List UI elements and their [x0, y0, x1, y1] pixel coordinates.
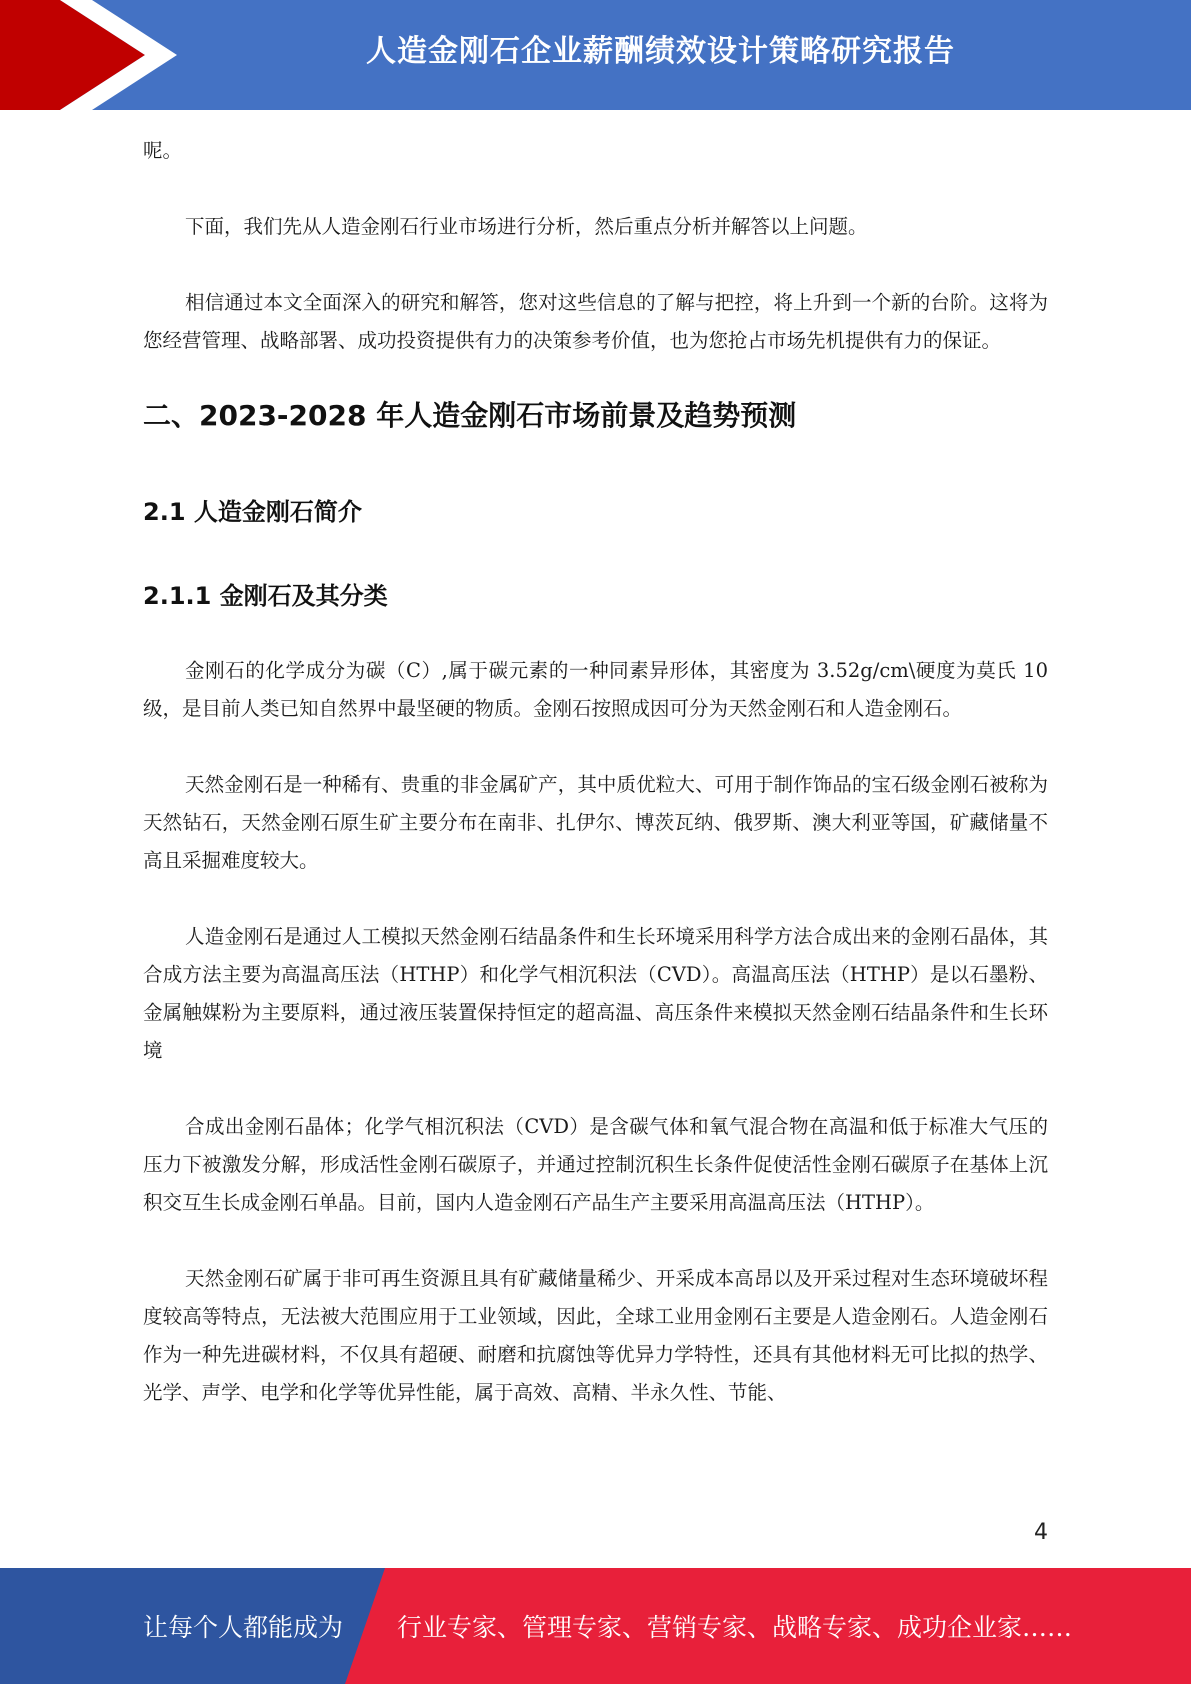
page-number: 4 — [1034, 1520, 1048, 1545]
page-body — [143, 132, 1048, 1450]
page-header — [0, 0, 1191, 110]
paragraph: 天然金刚石矿属于非可再生资源且具有矿藏储量稀少、开采成本高昂以及开采过程对生态环境破坏程度较高等特点，无法被大范围应用于工业领域，因此，全球工业用金刚石主要是人造金刚石。人造金刚石作为一种先进碳材料，不仅具有超硬、耐磨和抗腐蚀等优异力学特性，还具有其他材料无可比拟的热学、光学、声学、电学和化学等优异性能，属于高效、高精、半永久性、节能、 — [143, 1267, 1048, 1404]
paragraph: 天然金刚石是一种稀有、贵重的非金属矿产，其中质优粒大、可用于制作饰品的宝石级金刚石被称为天然钻石，天然金刚石原生矿主要分布在南非、扎伊尔、博茨瓦纳、俄罗斯、澳大利亚等国，矿藏储量不高且采掘难度较大。 — [143, 773, 1048, 872]
report-title: 人造金刚石企业薪酬绩效设计策略研究报告 — [366, 34, 955, 69]
section-heading: 二、2023-2028 年人造金刚石市场前景及趋势预测 — [143, 399, 797, 432]
paragraph-continuation: 呢。 — [143, 139, 183, 162]
paragraph: 金刚石的化学成分为碳（C）,属于碳元素的一种同素异形体，其密度为 3.52g/cm\硬度为莫氏 10 级，是目前人类已知自然界中最坚硬的物质。金刚石按照成因可分为天然金刚石和人造金刚石。 — [143, 659, 1048, 720]
paragraph: 下面，我们先从人造金刚石行业市场进行分析，然后重点分析并解答以上问题。 — [185, 215, 868, 238]
paragraph: 人造金刚石是通过人工模拟天然金刚石结晶条件和生长环境采用科学方法合成出来的金刚石晶体，其合成方法主要为高温高压法（HTHP）和化学气相沉积法（CVD）。高温高压法（HTHP）是以石墨粉、金属触媒粉为主要原料，通过液压装置保持恒定的超高温、高压条件来模拟天然金刚石结晶条件和生长环境 — [143, 925, 1048, 1062]
subsubsection-heading: 2.1.1 金刚石及其分类 — [143, 582, 388, 610]
paragraph: 合成出金刚石晶体；化学气相沉积法（CVD）是含碳气体和氧气混合物在高温和低于标准大气压的压力下被激发分解，形成活性金刚石碳原子，并通过控制沉积生长条件促使活性金刚石碳原子在基体上沉积交互生长成金刚石单晶。目前，国内人造金刚石产品生产主要采用高温高压法（HTHP）。 — [143, 1115, 1048, 1214]
footer-slogan-right: 行业专家、管理专家、营销专家、战略专家、成功企业家…… — [397, 1613, 1073, 1642]
subsection-heading: 2.1 人造金刚石简介 — [143, 498, 362, 526]
paragraph: 相信通过本文全面深入的研究和解答，您对这些信息的了解与把控，将上升到一个新的台阶。这将为您经营管理、战略部署、成功投资提供有力的决策参考价值，也为您抢占市场先机提供有力的保证。 — [143, 291, 1048, 352]
footer-slogan-left: 让每个人都能成为 — [143, 1613, 344, 1642]
page-footer — [0, 1568, 1191, 1684]
